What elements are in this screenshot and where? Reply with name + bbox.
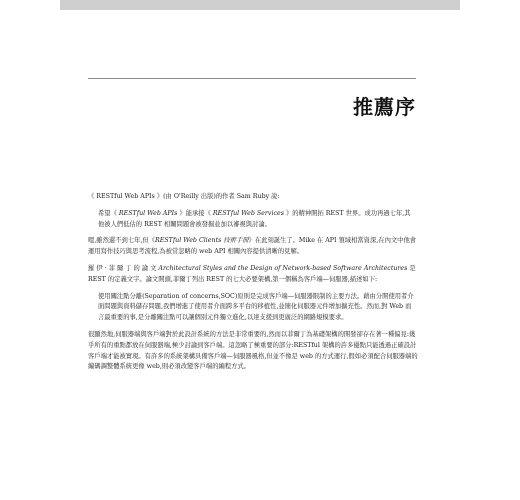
body-text xyxy=(88,192,418,379)
paragraph-1: 《 RESTful Web APIs 》(由 O'Reilly 出版)的作者 Sam Ruby 說: xyxy=(88,193,280,200)
quote-1 xyxy=(98,209,416,231)
paragraph-2-text-b: 》在此刻誕生了。Mike 在 API 領域相當資深,在內文中他會運用寫作技巧與思考流程,為被常忽略的 web API 相關內容提供清晰的見解。 xyxy=(88,237,417,256)
paragraph-3-text-b: 是 REST 的定義文字。論文開頭,菲爾丁列出 REST 的七大必要架構,第一個稱為客戶端—伺服器,描述如下: xyxy=(88,264,416,283)
paragraph-2-text-a: 嗯,雖然還不到七年,但《 xyxy=(88,237,155,245)
quote-1-book-1: RESTful Web APIs xyxy=(118,209,178,217)
paragraph-3-thesis: Architectural Styles and the Design of Network-based Software Architectures xyxy=(158,264,408,272)
paragraph-2 xyxy=(88,236,418,258)
paragraph-4: 很顯然地,伺服器端與客戶端對於此設計系統的方法是非常重要的,然而以菲爾丁為基礎架構的開發卻存在著一種偏見:幾乎所有的重點都放在伺服器端,極少討論到客戶端。這忽略了極重要的部分:RESTful 架構的許多優點只能透過正確設計客戶端才能被實現。有許多的系統架構具備客戶端—伺服器風格,但並不像是 web 的方式運行,假如必須配合伺服器端的編碼調整體系統更像 web,則必須改變客戶端的編程方式。 xyxy=(88,330,418,371)
quote-1-text-c: 》的精神開拓 REST 世界。成功再過七年,其他被人們低估的 REST 相關問題會被發掘並加以審視與討論。 xyxy=(98,209,411,228)
top-edge-bar xyxy=(60,0,460,10)
quote-1-text-a: 希望《 xyxy=(98,209,119,217)
paragraph-3 xyxy=(88,264,418,286)
quote-1-text-b: 》能承接《 xyxy=(177,209,213,217)
paragraph-3-text-a: 羅 伊 · 菲 爾 丁 的 論 文 xyxy=(88,264,159,272)
title-rule xyxy=(88,78,416,79)
quote-2: 使用關注點分離(Separation of concerns,SOC)原則是完成客戶端—伺服器限制的主要方法。藉由分開使用者介面問題與資料儲存問題,我們增進了使用者介面跨多平台的移植性,並簡化伺服器元件增加擴充性。然而,對 Web 而言最重要的事,是分離關注點可以讓個別元件獨立進化,以達支援到更廣泛的網路規模要求。 xyxy=(98,292,414,322)
quote-1-book-2: RESTful Web Services xyxy=(212,209,284,217)
page-title: 推薦序 xyxy=(353,95,416,119)
paragraph-2-book: RESTful Web Clients 技術手冊 xyxy=(154,237,249,245)
